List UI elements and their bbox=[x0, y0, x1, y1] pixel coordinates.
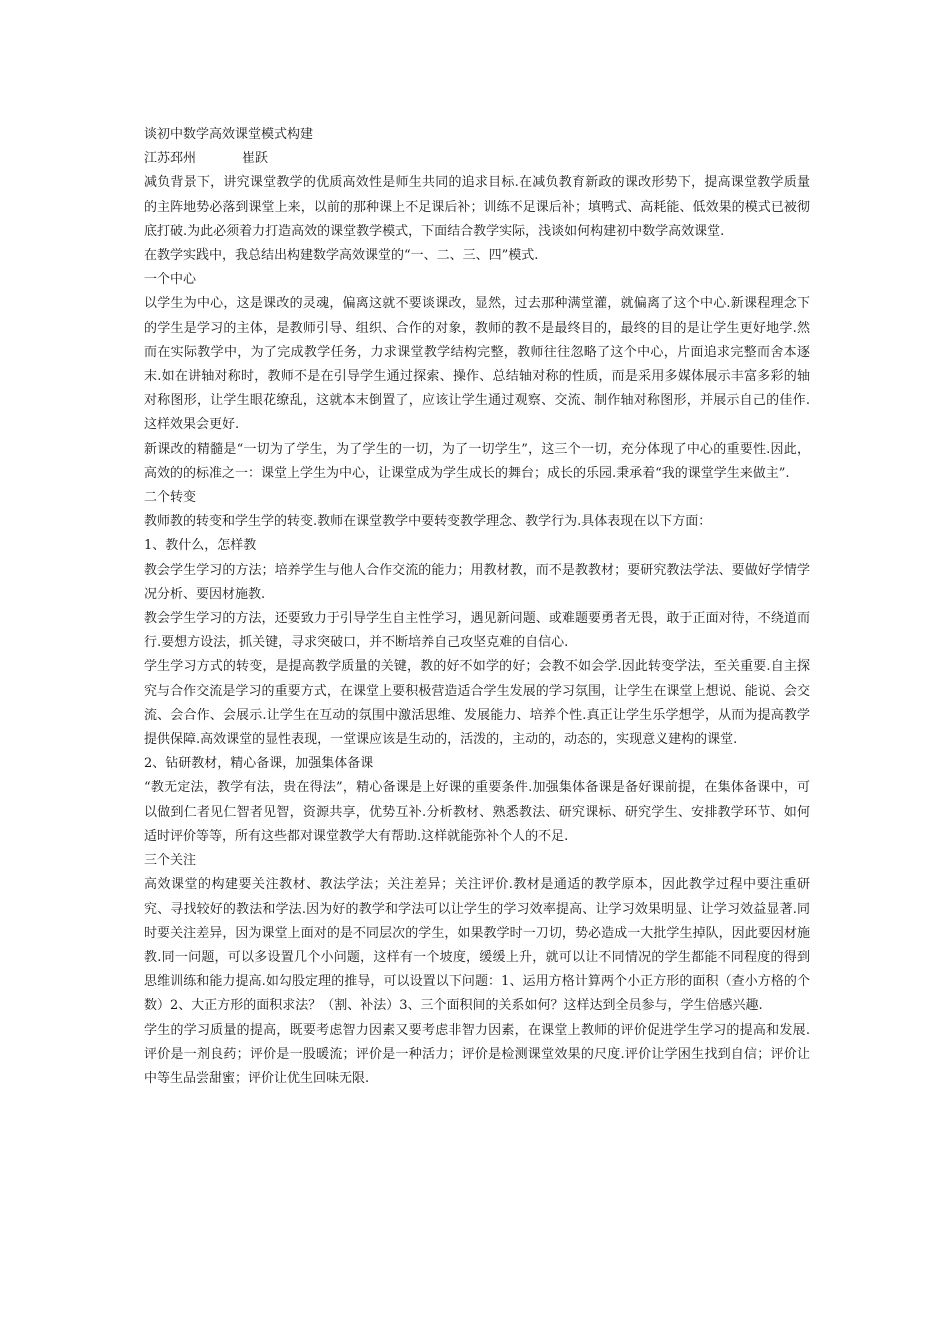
section-heading-one-center: 一个中心 bbox=[144, 272, 197, 288]
paragraph: “教无定法，教学有法，贵在得法”，精心备课是上好课的重要条件.加强集体备课是备好课前提，在集体备课中，可以做到仁者见仁智者见智，资源共享，优势互补.分析教材、熟悉教法、研究课标、研究学生、安排教学环节、如何适时评价等等，所有这些都对课堂教学大有帮助.这样就能弥补个人的不足. bbox=[144, 780, 810, 844]
paragraph: 学生学习方式的转变，是提高教学质量的关键，教的好不如学的好；会教不如会学.因此转变学法，至关重要.自主探究与合作交流是学习的重要方式，在课堂上要积极营造适合学生发展的学习氛围，让学生在课堂上想说、能说、会交流、会合作、会展示.让学生在互动的氛围中激活思维、发展能力、培养个性.真正让学生乐学想学，从而为提高教学提供保障.高效课堂的显性表现，一堂课应该是生动的，活泼的，主动的，动态的，实现意义建构的课堂. bbox=[144, 659, 810, 748]
paragraph: 教师教的转变和学生学的转变.教师在课堂教学中要转变教学理念、教学行为.具体表现在以下方面： bbox=[144, 514, 712, 530]
author-name: 崔跃 bbox=[242, 151, 269, 167]
section-heading-two-changes: 二个转变 bbox=[144, 490, 197, 506]
byline bbox=[144, 147, 810, 171]
paragraph-intro: 减负背景下，讲究课堂教学的优质高效性是师生共同的追求目标.在减负教育新政的课改形势下，提高课堂教学质量的主阵地势必落到课堂上来，以前的那种课上不足课后补；训练不足课后补；填鸭式、高耗能、低效果的模式已被彻底打破.为此必须着力打造高效的课堂教学模式，下面结合教学实际，浅谈如何构建初中数学高效课堂. bbox=[144, 175, 810, 239]
subheading: 1、教什么，怎样教 bbox=[144, 538, 257, 554]
paragraph: 新课改的精髓是“一切为了学生，为了学生的一切，为了一切学生”，这三个一切，充分体现了中心的重要性.因此，高效的的标准之一：课堂上学生为中心，让课堂成为学生成长的舞台；成长的乐园.秉承着“我的课堂学生来做主”. bbox=[144, 441, 810, 481]
paragraph: 以学生为中心，这是课改的灵魂，偏离这就不要谈课改，显然，过去那种满堂灌，就偏离了这个中心.新课程理念下的学生是学习的主体，是教师引导、组织、合作的对象，教师的教不是最终目的，最终的目的是让学生更好地学.然而在实际教学中，为了完成教学任务，力求课堂教学结构完整，教师往往忽略了这个中心，片面追求完整而舍本逐末.如在讲轴对称时，教师不是在引导学生通过探索、操作、总结轴对称的性质，而是采用多媒体展示丰富多彩的轴对称图形，让学生眼花缭乱，这就本末倒置了，应该让学生通过观察、交流、制作轴对称图形，并展示自己的佳作.这样效果会更好. bbox=[144, 296, 810, 433]
paragraph: 教会学生学习的方法，还要致力于引导学生自主性学习，遇见新问题、或难题要勇者无畏，敢于正面对待，不绕道而行.要想方设法，抓关键，寻求突破口，并不断培养自己攻坚克难的自信心. bbox=[144, 611, 810, 651]
subheading: 2、钻研教材，精心备课，加强集体备课 bbox=[144, 756, 374, 772]
author-location: 江苏邳州 bbox=[144, 151, 197, 167]
paragraph: 教会学生学习的方法；培养学生与他人合作交流的能力；用教材教，而不是教教材；要研究教法学法、要做好学情学况分析、要因材施教. bbox=[144, 562, 810, 602]
document-title: 谈初中数学高效课堂模式构建 bbox=[144, 127, 314, 142]
section-heading-three-focuses: 三个关注 bbox=[144, 853, 197, 869]
paragraph: 高效课堂的构建要关注教材、教法学法；关注差异；关注评价.教材是通适的教学原本，因此教学过程中要注重研究、寻找较好的教法和学法.因为好的教学和学法可以让学生的学习效率提高、让学习效果明显、让学习效益显著.同时要关注差异，因为课堂上面对的是不同层次的学生，如果教学时一刀切，势必造成一大批学生掉队，因此要因材施教.同一问题，可以多设置几个小问题，这样有一个坡度，缓缓上升，就可以让不同情况的学生都能不同程度的得到思维训练和能力提高.如勾股定理的推导，可以设置以下问题：1、运用方格计算两个小正方形的面积（查小方格的个数）2、大正方形的面积求法？（割、补法）3、三个面积间的关系如何？这样达到全员参与，学生倍感兴趣. bbox=[144, 877, 810, 1014]
paragraph: 学生的学习质量的提高，既要考虑智力因素又要考虑非智力因素，在课堂上教师的评价促进学生学习的提高和发展.评价是一剂良药；评价是一股暖流；评价是一种活力；评价是检测课堂效果的尺度.评价让学困生找到自信；评价让中等生品尝甜蜜；评价让优生回味无限. bbox=[144, 1022, 810, 1086]
paragraph-model-summary: 在教学实践中，我总结出构建数学高效课堂的“一、二、三、四”模式. bbox=[144, 248, 539, 264]
document-body bbox=[144, 123, 810, 1091]
